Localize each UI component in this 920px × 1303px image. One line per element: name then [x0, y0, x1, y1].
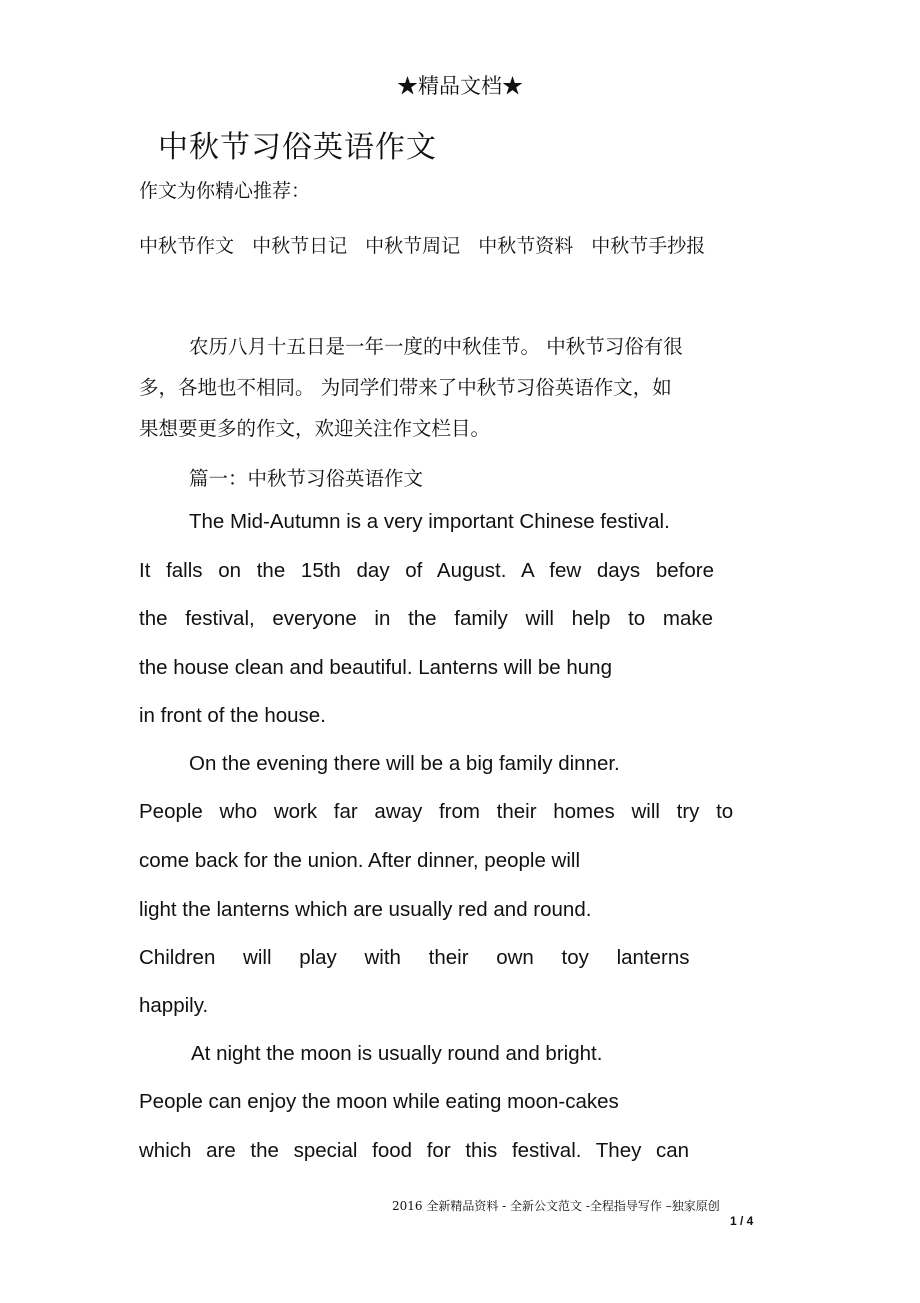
- essay-line: light the lanterns which are usually red and round.: [139, 898, 592, 921]
- essay-line: It falls on the 15th day of August. A few days before: [139, 559, 714, 582]
- link-mid-autumn-material[interactable]: 中秋节资料: [478, 235, 574, 257]
- essay-line: come back for the union. After dinner, people will: [139, 849, 581, 872]
- essay-line: People can enjoy the moon while eating moon-cakes: [139, 1090, 619, 1113]
- cn-paragraph-line: 农历八月十五日是一年一度的中秋佳节。 中秋节习俗有很: [189, 335, 683, 358]
- page-title: 中秋节习俗英语作文: [158, 130, 437, 165]
- essay-line: Children will play with their own toy lanterns: [139, 946, 690, 969]
- page-number: 1 / 4: [730, 1214, 754, 1228]
- intro-text: 作文为你精心推荐：: [139, 180, 311, 202]
- essay-line: The Mid-Autumn is a very important Chinese festival.: [189, 510, 670, 533]
- essay-line: which are the special food for this festival. They can: [139, 1139, 690, 1162]
- essay-line: the festival, everyone in the family will help to make: [139, 607, 714, 630]
- link-mid-autumn-essay[interactable]: 中秋节作文: [139, 235, 235, 257]
- cn-paragraph-line: 多，各地也不相同。 为同学们带来了中秋节习俗英语作文，如: [139, 376, 672, 399]
- essay-line: the house clean and beautiful. Lanterns will be hung: [139, 656, 612, 679]
- essay-line: At night the moon is usually round and bright.: [191, 1042, 603, 1065]
- essay-line: On the evening there will be a big family dinner.: [189, 752, 620, 775]
- cn-paragraph-line: 果想要更多的作文，欢迎关注作文栏目。: [139, 417, 491, 440]
- footer-note: 2016 全新精品资料 - 全新公文范文 -全程指导写作 –独家原创: [392, 1199, 720, 1213]
- link-mid-autumn-handcopy[interactable]: 中秋节手抄报: [591, 235, 706, 257]
- header-mark: ★精品文档★: [397, 74, 523, 98]
- link-mid-autumn-weekly[interactable]: 中秋节周记: [365, 235, 461, 257]
- essay-line: in front of the house.: [139, 704, 326, 727]
- essay-line: happily.: [139, 994, 209, 1017]
- section-title: 篇一：中秋节习俗英语作文: [189, 467, 424, 490]
- related-links: [139, 231, 717, 258]
- link-mid-autumn-diary[interactable]: 中秋节日记: [252, 235, 348, 257]
- essay-line: People who work far away from their homes will try to: [139, 800, 734, 823]
